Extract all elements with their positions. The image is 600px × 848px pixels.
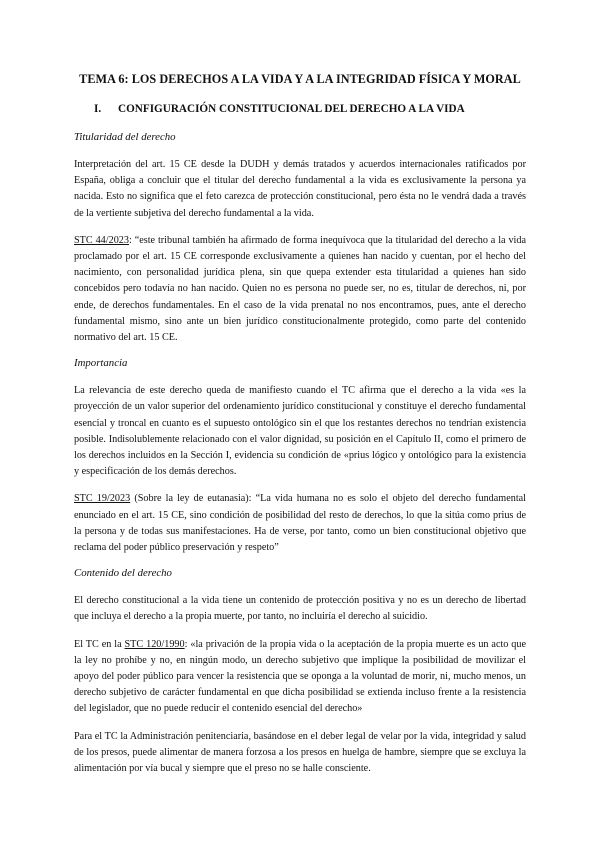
citation-stc-120-1990: STC 120/1990 bbox=[124, 638, 185, 650]
paragraph-text: : “este tribunal también ha afirmado de forma inequívoca que la titularidad del derecho a la vida proclamado por el art. 15 CE corresponde exclusivamente a quienes han nacido y cuentan, por el hecho del nacimiento, con personalidad jurídica plena, sin que quepa extender esta titularidad a quienes han sido concebidos pero todavía no han nacido. Quien no es persona no puede ser, no es, titular de derechos, ni, por ende, de derechos fundamentales. En el caso de la vida prenatal no nos encontramos, pues, ante el derecho fundamental mismo, sino ante un bien jurídico constitucionalmente protegido, como parte del contenido normativo del art. 15 CE. bbox=[74, 234, 527, 344]
document-title: TEMA 6: LOS DERECHOS A LA VIDA Y A LA INTEGRIDAD FÍSICA Y MORAL bbox=[79, 72, 521, 86]
citation-stc-19-2023: STC 19/2023 bbox=[74, 493, 131, 505]
section-label: CONFIGURACIÓN CONSTITUCIONAL DEL DERECHO A LA VIDA bbox=[118, 103, 465, 115]
paragraph-contenido-1: El derecho constitucional a la vida tiene un contenido de protección positiva y no es un derecho de libertad que incluya el derecho a la propia muerte, por tanto, no incluiría el derecho al suicidio. bbox=[74, 595, 526, 623]
paragraph-text: : «la privación de la propia vida o la aceptación de la propia muerte es un acto que la ley no prohíbe y no, en ningún modo, un derecho subjetivo que implique la posibilidad de movilizar el apoyo del poder público para vencer la resistencia que se oponga a la voluntad de morir, ni, mucho menos, un derecho subjetivo de carácter fundamental en que dicha posibilidad se extienda incluso frente a la resistencia del legislador, que no puede reducir el contenido esencial del derecho» bbox=[74, 638, 527, 715]
paragraph-titularidad-2 bbox=[74, 233, 526, 346]
paragraph-text-prefix: El TC en la bbox=[74, 638, 125, 650]
paragraph-text: (Sobre la ley de eutanasia): “La vida humana no es solo el objeto del derecho fundamental enunciado en el art. 15 CE, sino condición de posibilidad del resto de derechos, lo que la sitúa como prius de la persona y de todas sus manifestaciones. Ha de verse, por tanto, como un bien constitucional objetivo que reclama del poder público preservación y respeto” bbox=[74, 493, 526, 554]
subheading-importancia: Importancia bbox=[74, 357, 128, 370]
paragraph-contenido-2 bbox=[74, 637, 526, 718]
section-number: I. bbox=[94, 103, 102, 115]
subheading-contenido: Contenido del derecho bbox=[74, 567, 172, 580]
paragraph-contenido-3: Para el TC la Administración penitenciaria, basándose en el deber legal de velar por la vida, integridad y salud de los presos, puede alimentar de manera forzosa a los presos en huelga de hambre, siempre que se excluya la alimentación por vía bucal y siempre que el preso no se halle consciente. bbox=[74, 730, 526, 775]
citation-stc-44-2023: STC 44/2023 bbox=[74, 234, 129, 246]
section-heading bbox=[94, 103, 526, 115]
subheading-titularidad: Titularidad del derecho bbox=[74, 131, 176, 143]
paragraph-importancia-2 bbox=[74, 491, 526, 556]
paragraph-importancia-1: La relevancia de este derecho queda de manifiesto cuando el TC afirma que el derecho a la vida «es la proyección de un valor superior del ordenamiento jurídico constitucional y constituye el derecho fundamental esencial y troncal en cuanto es el supuesto ontológico sin el que los restantes derechos no tendrían existencia posible. Indisolublemente relacionado con el valor dignidad, su posición en el Capítulo II, como el primero de los derechos incluidos en la Sección I, evidencia su condición de «prius lógico y ontológico para la existencia y especificación de los demás derechos. bbox=[74, 385, 526, 478]
paragraph-titularidad-1: Interpretación del art. 15 CE desde la DUDH y demás tratados y acuerdos internacionales ratificados por España, obliga a concluir que el titular del derecho fundamental a la vida es exclusivamente la persona ya nacida. Esto no significa que el feto carezca de protección constitucional, pero ésta no le vendrá dada a través de la vertiente subjetiva del derecho fundamental a la vida. bbox=[74, 159, 526, 219]
